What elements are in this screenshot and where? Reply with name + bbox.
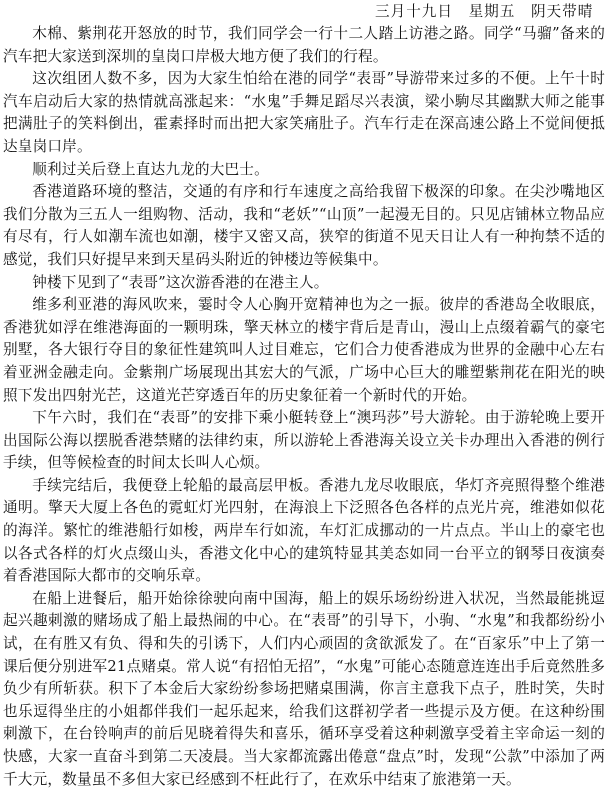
date-line: 三月十九日 星期五 阴天带晴 [375, 3, 594, 20]
paragraph-4: 香港道路环境的整洁，交通的有序和行车速度之高给我留下极深的印象。在尖沙嘴地区我们分散为三五人一组购物、活动，我和“老妖”“山顶”一起漫无目的。只见店铺林立物品应有尽有，行人如潮车流也如潮，楼宇又密又高，狭窄的街道不见天日让人有一种拘禁不适的感觉，我们只好提早来到天星码头附近的钟楼边等候集中。 [3, 183, 605, 268]
paragraph-9: 在船上进餐后，船开始徐徐驶向南中国海，船上的娱乐场纷纷进入状况，当然最能挑逗起兴趣刺激的赌场成了船上最热闹的中心。在“表哥”的引导下，小驹、“水鬼”和我都纷纷小试，在有胜又有负、得和失的引诱下，人们内心顽固的贪欲派发了。在“百家乐”中上了第一课后便分别进军21点赌桌。常人说“有招怕无招”，“水鬼”可能心态随意连连出手后竟然胜多负少有所斩获。积下了本金后大家纷纷参场把赌桌围满，你言主意我下点子，胜时笑，失时也乐逗得坐庄的小姐都伴我们一起乐起来，给我们这群初学者一些提示及方便。在这种纷围刺激下，在台铃响声的前后见晓着得失和喜乐，循环享受着这种刺激享受着主宰命运一刻的快感，大家一直奋斗到第二天凌晨。当大家都流露出倦意“盘点”时，发现“公款”中添加了两千大元，数量虽不多但大家已经感到不枉此行了，在欢乐中结束了旅港第一天。 [3, 589, 605, 788]
paragraph-6: 维多利亚港的海风吹来，霎时令人心胸开宽精神也为之一振。彼岸的香港岛全收眼底，香港犹如浮在维港海面的一颗明珠，擎天林立的楼宇背后是青山，漫山上点缀着霸气的豪宅别墅，各大银行夺目的象征性建筑叫人过目难忘，它们合力使香港成为世界的金融中心左右着亚洲金融走向。金紫荆广场展现出其宏大的气派，广场中心巨大的雕塑紫荆花在阳光的映照下发出四射光芒，这道光芒穿透百年的历史象征着一个新时代的开始。 [3, 296, 605, 404]
paragraph-8: 手续完结后，我便登上轮船的最高层甲板。香港九龙尽收眼底，华灯齐亮照得整个维港通明。擎天大厦上各色的霓虹灯光四射，在海浪上下泛照各色各样的点光片亮，维港如似花的海洋。繁忙的维港船行如梭，两岸车行如流，车灯汇成挪动的一片点点。半山上的豪宅也以各式各样的灯火点缀山头，香港文化中心的建筑特显其美态如同一台平立的钢琴日夜演奏着香港国际大都市的交响乐章。 [3, 476, 605, 585]
paragraph-1: 木棉、紫荆花开怒放的时节，我们同学会一行十二人踏上访港之路。同学“马骝”备来的汽车把大家送到深圳的皇岗口岸极大地方便了我们的行程。 [3, 25, 605, 65]
diary-page [3, 0, 605, 788]
paragraph-2: 这次组团人数不多，因为大家生怕给在港的同学“表哥”导游带来过多的不便。上午十时汽车启动后大家的热情就高涨起来：“水鬼”手舞足蹈尽兴表演，梁小駒尽其幽默大师之能事把满肚子的笑料倒出，霍素择时而出把大家笑痛肚子。汽车行走在深高速公路上不觉间便抵达皇岗口岸。 [3, 70, 605, 155]
paragraph-5: 钟楼下见到了“表哥”这次游香港的在港主人。 [32, 273, 329, 291]
paragraph-3: 顺利过关后登上直达九龙的大巴士。 [32, 160, 269, 178]
paragraph-7: 下午六时，我们在“表哥”的安排下乘小艇转登上“澳玛莎”号大游轮。由于游轮晚上要开出国际公海以摆脱香港禁赌的法律约束，所以游轮上香港海关设立关卡办理出入香港的例行手续，但等候检查的时间太长叫人心烦。 [3, 409, 605, 472]
